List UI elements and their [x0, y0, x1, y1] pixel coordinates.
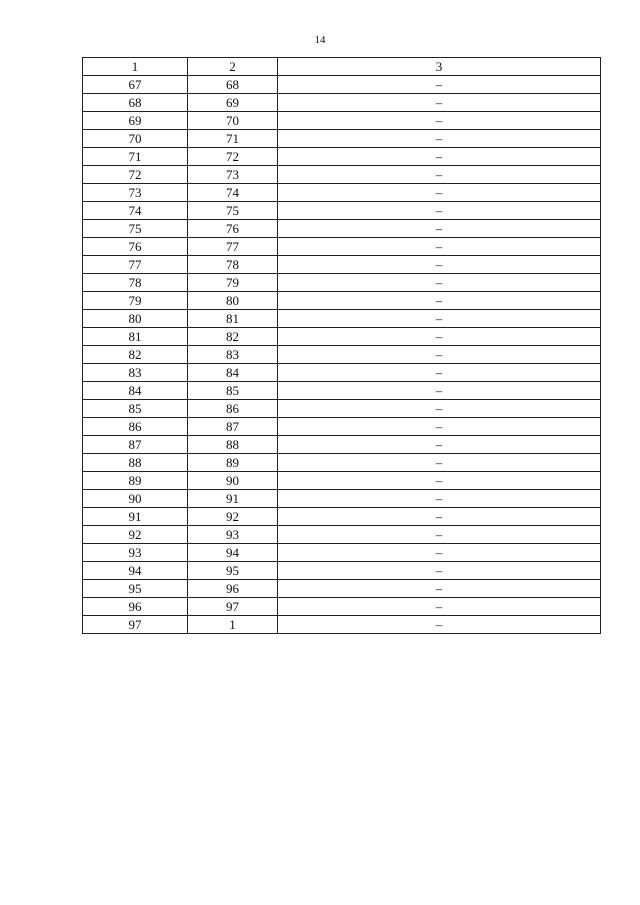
table-cell-col-3: –	[278, 508, 601, 526]
table-cell-col-2: 79	[188, 274, 278, 292]
table-cell-col-1: 73	[83, 184, 188, 202]
table-row	[83, 328, 601, 346]
table-header-row	[83, 58, 601, 76]
table-cell-col-2: 90	[188, 472, 278, 490]
table-cell-col-2: 81	[188, 310, 278, 328]
table-cell-col-1: 82	[83, 346, 188, 364]
table-cell-col-1: 92	[83, 526, 188, 544]
table-cell-col-3: –	[278, 112, 601, 130]
table-cell-col-2: 80	[188, 292, 278, 310]
table-row	[83, 274, 601, 292]
table-row	[83, 454, 601, 472]
table-cell-col-3: –	[278, 148, 601, 166]
table-cell-col-2: 71	[188, 130, 278, 148]
table-cell-col-1: 83	[83, 364, 188, 382]
table-cell-col-3: –	[278, 166, 601, 184]
table-row	[83, 130, 601, 148]
table-cell-col-1: 84	[83, 382, 188, 400]
table-cell-col-3: –	[278, 580, 601, 598]
table-cell-col-2: 87	[188, 418, 278, 436]
table-cell-col-1: 69	[83, 112, 188, 130]
table-cell-col-2: 70	[188, 112, 278, 130]
table-row	[83, 580, 601, 598]
table-row	[83, 220, 601, 238]
table-cell-col-3: –	[278, 76, 601, 94]
table-cell-col-1: 94	[83, 562, 188, 580]
table-row	[83, 166, 601, 184]
table-row	[83, 400, 601, 418]
table-cell-col-3: –	[278, 562, 601, 580]
table-cell-col-3: –	[278, 184, 601, 202]
table-cell-col-1: 80	[83, 310, 188, 328]
table-cell-col-2: 74	[188, 184, 278, 202]
table-row	[83, 346, 601, 364]
page-number: 14	[314, 34, 326, 46]
table-cell-col-3: –	[278, 346, 601, 364]
table-row	[83, 508, 601, 526]
table-cell-col-1: 85	[83, 400, 188, 418]
table-cell-col-1: 86	[83, 418, 188, 436]
table-cell-col-2: 85	[188, 382, 278, 400]
table-cell-col-2: 91	[188, 490, 278, 508]
table-cell-col-1: 76	[83, 238, 188, 256]
table-row	[83, 256, 601, 274]
table-cell-col-1: 78	[83, 274, 188, 292]
table-cell-col-2: 73	[188, 166, 278, 184]
table-cell-col-1: 97	[83, 616, 188, 634]
table-row	[83, 112, 601, 130]
table-cell-col-3: –	[278, 238, 601, 256]
table-cell-col-2: 78	[188, 256, 278, 274]
table-cell-col-1: 71	[83, 148, 188, 166]
table-cell-col-2: 95	[188, 562, 278, 580]
table-cell-col-2: 93	[188, 526, 278, 544]
table-cell-col-3: –	[278, 400, 601, 418]
table-cell-col-2: 69	[188, 94, 278, 112]
table-cell-col-2: 96	[188, 580, 278, 598]
table-row	[83, 148, 601, 166]
table-cell-col-1: 75	[83, 220, 188, 238]
table-cell-col-2: 97	[188, 598, 278, 616]
table-cell-col-1: 93	[83, 544, 188, 562]
table-row	[83, 418, 601, 436]
table-cell-col-3: –	[278, 130, 601, 148]
table-row	[83, 76, 601, 94]
table-cell-col-2: 75	[188, 202, 278, 220]
data-table	[82, 57, 601, 634]
table-cell-col-1: 67	[83, 76, 188, 94]
column-header-1: 1	[83, 58, 188, 76]
table-cell-col-3: –	[278, 310, 601, 328]
table-row	[83, 616, 601, 634]
table-row	[83, 310, 601, 328]
table-row	[83, 202, 601, 220]
table-cell-col-3: –	[278, 292, 601, 310]
table-cell-col-3: –	[278, 598, 601, 616]
column-header-3: 3	[278, 58, 601, 76]
table-cell-col-3: –	[278, 202, 601, 220]
table-cell-col-1: 96	[83, 598, 188, 616]
table-row	[83, 490, 601, 508]
table-row	[83, 184, 601, 202]
table-cell-col-3: –	[278, 490, 601, 508]
table-row	[83, 526, 601, 544]
table-cell-col-2: 89	[188, 454, 278, 472]
table-cell-col-3: –	[278, 274, 601, 292]
table-cell-col-3: –	[278, 454, 601, 472]
table-cell-col-3: –	[278, 364, 601, 382]
table-cell-col-2: 72	[188, 148, 278, 166]
table-cell-col-2: 92	[188, 508, 278, 526]
table-cell-col-1: 74	[83, 202, 188, 220]
table-row	[83, 562, 601, 580]
table-cell-col-1: 79	[83, 292, 188, 310]
table-row	[83, 472, 601, 490]
table-cell-col-1: 88	[83, 454, 188, 472]
table-cell-col-1: 70	[83, 130, 188, 148]
table-cell-col-3: –	[278, 418, 601, 436]
table-cell-col-1: 87	[83, 436, 188, 454]
table-cell-col-2: 84	[188, 364, 278, 382]
table-cell-col-3: –	[278, 526, 601, 544]
column-header-2: 2	[188, 58, 278, 76]
table-cell-col-2: 83	[188, 346, 278, 364]
table-body	[83, 76, 601, 634]
table-row	[83, 292, 601, 310]
table-row	[83, 364, 601, 382]
table-row	[83, 238, 601, 256]
table-cell-col-2: 68	[188, 76, 278, 94]
table-row	[83, 436, 601, 454]
table-row	[83, 94, 601, 112]
table-cell-col-3: –	[278, 616, 601, 634]
table-cell-col-1: 77	[83, 256, 188, 274]
table-cell-col-1: 89	[83, 472, 188, 490]
table-cell-col-1: 91	[83, 508, 188, 526]
table-row	[83, 382, 601, 400]
table-cell-col-1: 90	[83, 490, 188, 508]
table-cell-col-1: 68	[83, 94, 188, 112]
table-cell-col-2: 82	[188, 328, 278, 346]
table-cell-col-2: 1	[188, 616, 278, 634]
table-cell-col-3: –	[278, 436, 601, 454]
table-cell-col-2: 76	[188, 220, 278, 238]
table-cell-col-3: –	[278, 472, 601, 490]
table-row	[83, 598, 601, 616]
table-cell-col-3: –	[278, 544, 601, 562]
table-cell-col-2: 86	[188, 400, 278, 418]
table-cell-col-2: 94	[188, 544, 278, 562]
table-row	[83, 544, 601, 562]
table-cell-col-1: 95	[83, 580, 188, 598]
table-cell-col-1: 81	[83, 328, 188, 346]
table-cell-col-2: 77	[188, 238, 278, 256]
table-cell-col-2: 88	[188, 436, 278, 454]
table-cell-col-3: –	[278, 94, 601, 112]
table-cell-col-1: 72	[83, 166, 188, 184]
table-cell-col-3: –	[278, 220, 601, 238]
table-cell-col-3: –	[278, 382, 601, 400]
table-cell-col-3: –	[278, 256, 601, 274]
table-cell-col-3: –	[278, 328, 601, 346]
